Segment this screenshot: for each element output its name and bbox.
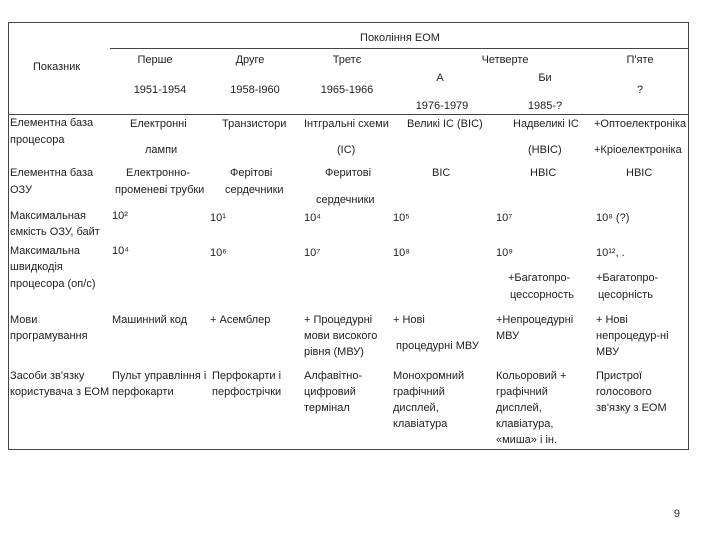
io-gen1-a: Пульт управління і — [112, 370, 207, 382]
io-gen4b-2: графічний — [496, 386, 548, 398]
gen2-header: Друге — [235, 54, 265, 66]
capacity-gen4a: 10⁵ — [393, 212, 410, 224]
cpu-gen2: Транзистори — [222, 118, 287, 130]
cpu-gen4a: Великі ІС (ВІС) — [407, 118, 483, 130]
capacity-gen3: 10⁴ — [304, 212, 321, 224]
io-gen5-a: Пристрої — [596, 370, 642, 382]
speed-gen4b: 10⁹ — [496, 247, 513, 259]
cpu-gen5-a: +Оптоелектроніка — [594, 118, 687, 130]
row-label-ram-1: Елементна база — [10, 167, 94, 179]
ram-gen2-a: Ферітові — [230, 167, 273, 179]
io-gen2-b: перфострічки — [212, 386, 282, 398]
speed-gen5-extra-2: цесорність — [598, 289, 653, 301]
ram-gen1-a: Електронно- — [126, 167, 191, 179]
ram-gen3-b: сердечники — [316, 194, 375, 206]
row-label-io-1: Засоби зв'язку — [10, 370, 85, 382]
gen1-header: Перше — [137, 54, 173, 66]
page-number: 9 — [673, 508, 680, 520]
io-gen4a-1: Монохромний — [393, 370, 465, 382]
io-gen4b-4: клавіатура, — [496, 418, 554, 430]
speed-gen5-extra-1: +Багатопро- — [596, 272, 659, 284]
row-label-ram-2: ОЗУ — [10, 184, 33, 196]
lang-gen4b-1: +Непроцедурні — [496, 314, 574, 326]
io-gen4b-1: Кольоровий + — [496, 370, 567, 382]
indicator-header: Показник — [33, 61, 81, 73]
years-gen4a: 1976-1979 — [415, 100, 469, 112]
lang-gen1: Машинний код — [112, 314, 188, 326]
row-label-capacity-1: Максимальная — [10, 210, 86, 222]
lang-gen3-a: + Процедурні — [304, 314, 373, 326]
speed-gen1: 10⁴ — [112, 245, 129, 257]
ram-gen1-b: променеві трубки — [115, 184, 205, 196]
years-gen1: 1951-1954 — [133, 84, 187, 96]
io-gen4a-4: клавіатура — [393, 418, 448, 430]
io-gen4a-3: дисплей, — [393, 402, 439, 414]
row-label-cpu-2: процесора — [10, 134, 65, 146]
cpu-gen3-a: Інтгральні схеми — [304, 118, 389, 130]
row-label-lang-1: Мови — [10, 314, 38, 326]
ram-gen4b: НВІС — [530, 167, 557, 179]
io-gen2-a: Перфокарти і — [212, 370, 282, 382]
lang-gen3-c: рівня (МВУ) — [304, 346, 364, 358]
speed-gen4b-extra-1: +Багатопро- — [508, 272, 571, 284]
header-bottom-divider — [8, 114, 689, 115]
cpu-gen3-b: (ІС) — [337, 144, 356, 156]
lang-gen5-a: + Нові — [596, 314, 628, 326]
cpu-gen4b-2: (НВІС) — [528, 144, 562, 156]
cpu-gen5-b: +Кріоелектроніка — [594, 144, 682, 156]
speed-gen4a: 10⁸ — [393, 247, 410, 259]
lang-gen5-b: непроцедур-ні — [596, 330, 669, 342]
ram-gen2-b: сердечники — [225, 184, 284, 196]
row-label-cpu-1: Елементна база — [10, 117, 94, 129]
cpu-gen1-b: лампи — [145, 144, 178, 156]
io-gen1-b: перфокарти — [112, 386, 174, 398]
table-title: Покоління ЕОМ — [360, 32, 440, 44]
lang-gen4b-2: МВУ — [496, 330, 520, 342]
row-label-speed-1: Максимальна — [10, 245, 81, 257]
speed-gen2: 10⁶ — [210, 247, 227, 259]
gen4-header: Четверте — [481, 54, 529, 66]
gen3-header: Третє — [332, 54, 362, 66]
gen4a-header: А — [436, 72, 444, 84]
io-gen3-a: Алфавітно- — [304, 370, 363, 382]
speed-gen4b-extra-2: цесcорность — [510, 289, 574, 301]
cpu-gen1-a: Електронні — [130, 118, 187, 130]
cpu-gen4b-1: Надвеликі ІС — [513, 118, 579, 130]
row-label-lang-2: програмування — [10, 330, 88, 342]
lang-gen4a-2: процедурні МВУ — [396, 340, 479, 352]
years-gen3: 1965-1966 — [320, 84, 374, 96]
ram-gen5: НВІС — [626, 167, 653, 179]
gen4b-header: Би — [538, 72, 552, 84]
io-gen4b-5: «миша» і ін. — [496, 434, 558, 446]
io-gen3-c: термінал — [304, 402, 350, 414]
io-gen4b-3: дисплей, — [496, 402, 542, 414]
years-gen4b: 1985-? — [527, 100, 563, 112]
row-label-capacity-2: ємкість ОЗУ, байт — [10, 226, 100, 238]
row-label-speed-3: процесора (оп/с) — [10, 278, 96, 290]
years-gen5: ? — [636, 84, 644, 96]
lang-gen5-c: МВУ — [596, 346, 620, 358]
speed-gen5: 10¹², . — [596, 247, 625, 259]
lang-gen2: + Асемблер — [210, 314, 271, 326]
header-divider — [110, 48, 689, 49]
lang-gen4a-1: + Нові — [393, 314, 425, 326]
speed-gen3: 10⁷ — [304, 247, 321, 259]
lang-gen3-b: мови високого — [304, 330, 378, 342]
io-gen5-c: зв'язку з ЕОМ — [596, 402, 667, 414]
io-gen4a-2: графічний — [393, 386, 445, 398]
capacity-gen1: 10² — [112, 210, 128, 222]
capacity-gen2: 10¹ — [210, 212, 226, 224]
capacity-gen5: 10⁸ (?) — [596, 212, 630, 224]
ram-gen4a: ВІС — [432, 167, 451, 179]
ram-gen3-a: Феритові — [325, 167, 372, 179]
row-label-io-2: користувача з ЕОМ — [10, 386, 110, 398]
gen5-header: П'яте — [626, 54, 654, 66]
io-gen5-b: голосового — [596, 386, 652, 398]
years-gen2: 1958-І960 — [230, 84, 280, 96]
capacity-gen4b: 10⁷ — [496, 212, 513, 224]
row-label-speed-2: швидкодія — [10, 261, 63, 273]
io-gen3-b: цифровий — [304, 386, 356, 398]
